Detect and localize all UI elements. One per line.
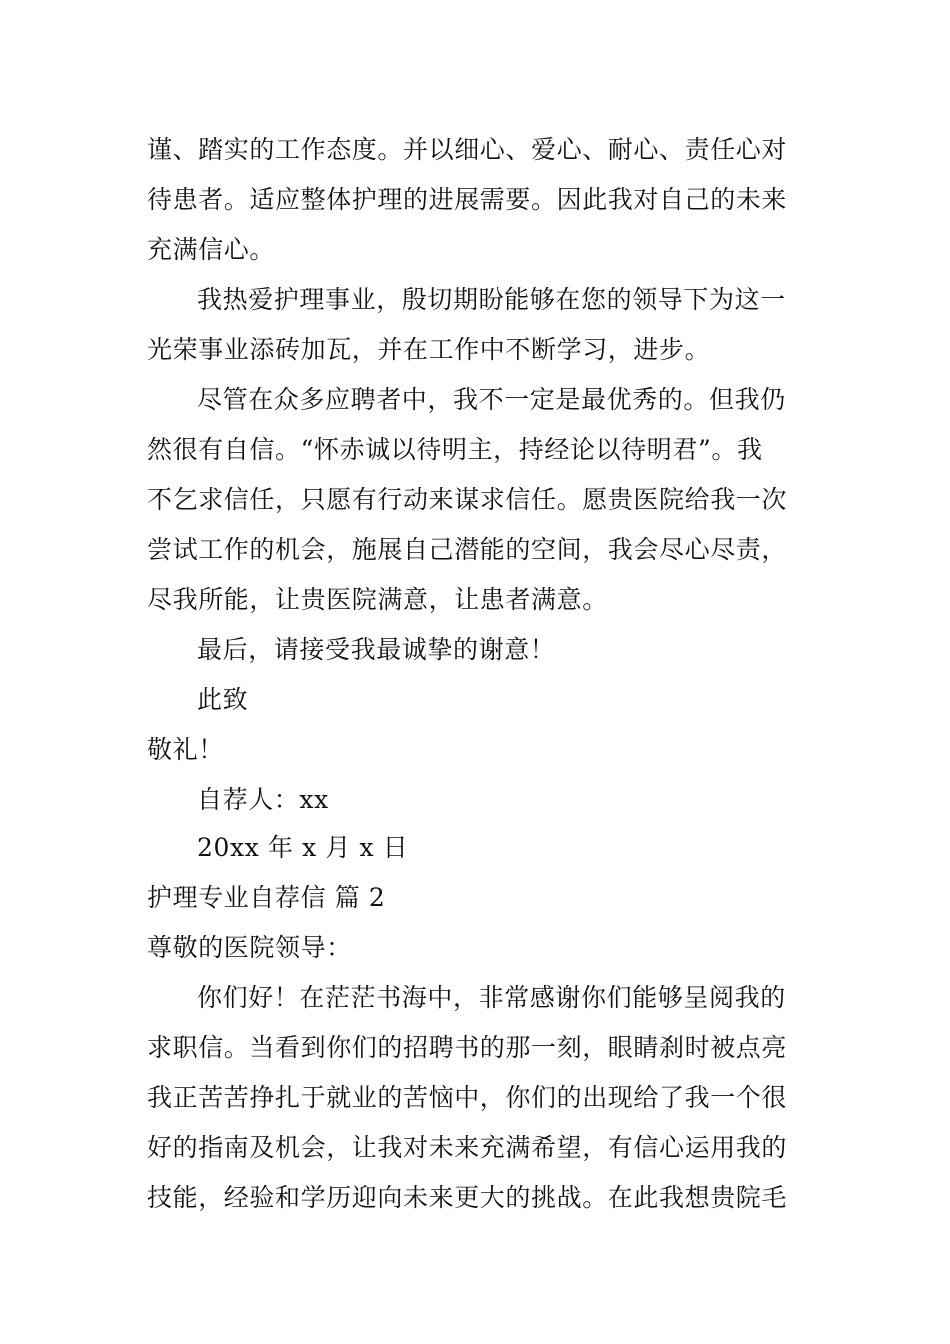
text-line: 好的指南及机会，让我对未来充满希望，有信心运用我的 [147,1133,788,1162]
paragraph-start-line: 我热爱护理事业，殷切期盼能够在您的领导下为这一 [197,285,786,314]
date-line: 20xx 年 x 月 x 日 [197,833,409,862]
text-line: 我正苦苦挣扎于就业的苦恼中，你们的出现给了我一个很 [147,1083,788,1112]
salutation-respect: 敬礼！ [147,735,224,764]
signature-line: 自荐人：xx [197,785,329,814]
text-line: 充满信心。 [147,235,276,264]
paragraph-start-line: 你们好！在茫茫书海中，非常感谢你们能够呈阅我的 [197,983,786,1012]
closing-thanks: 最后，请接受我最诚挚的谢意！ [197,635,556,664]
salutation-closing: 此致 [197,685,249,714]
greeting-line: 尊敬的医院领导： [147,933,352,962]
section-heading: 护理专业自荐信 篇 2 [147,883,386,912]
text-line: 求职信。当看到你们的招聘书的那一刻，眼睛刹时被点亮 [147,1033,788,1062]
text-line: 技能，经验和学历迎向未来更大的挑战。在此我想贵院毛 [147,1183,788,1212]
text-line: 光荣事业添砖加瓦，并在工作中不断学习，进步。 [147,335,711,364]
text-line: 然很有自信。“怀赤诚以待明主，持经论以待明君”。我 [147,435,763,464]
text-line: 待患者。适应整体护理的进展需要。因此我对自己的未来 [147,185,788,214]
paragraph-start-line: 尽管在众多应聘者中，我不一定是最优秀的。但我仍 [197,385,786,414]
text-line: 谨、踏实的工作态度。并以细心、爱心、耐心、责任心对 [147,135,788,164]
text-line: 尝试工作的机会，施展自己潜能的空间，我会尽心尽责， [147,535,788,564]
text-line: 尽我所能，让贵医院满意，让患者满意。 [147,585,608,614]
text-line: 不乞求信任，只愿有行动来谋求信任。愿贵医院给我一次 [147,485,788,514]
